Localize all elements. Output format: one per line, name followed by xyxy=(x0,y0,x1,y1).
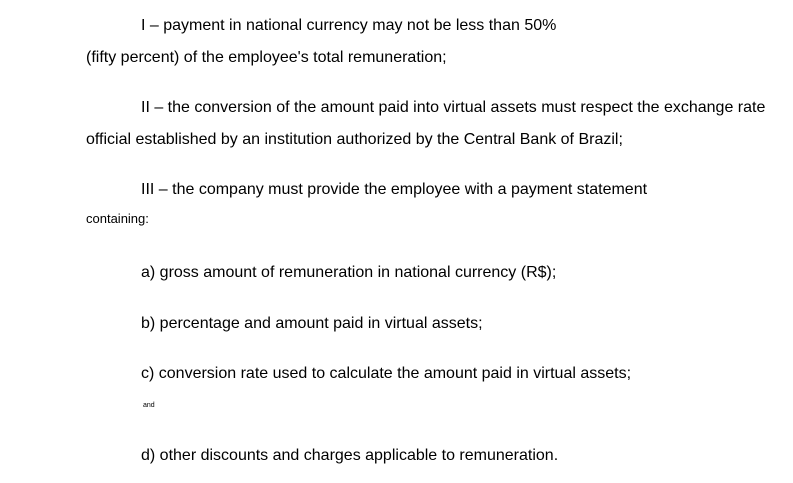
sub-item-b: b) percentage and amount paid in virtual assets; xyxy=(141,315,483,332)
item-2-line-2: official established by an institution authorized by the Central Bank of Brazil; xyxy=(86,131,623,148)
conjunction-and: and xyxy=(143,402,155,409)
item-3-line-2: containing: xyxy=(86,211,149,226)
item-1-line-1: I – payment in national currency may not be less than 50% xyxy=(141,17,557,34)
item-2-line-1: II – the conversion of the amount paid into virtual assets must respect the exchange rate xyxy=(141,99,766,116)
item-3-line-1: III – the company must provide the employee with a payment statement xyxy=(141,181,648,198)
sub-item-a: a) gross amount of remuneration in national currency (R$); xyxy=(141,264,557,281)
sub-item-c: c) conversion rate used to calculate the amount paid in virtual assets; xyxy=(141,365,632,382)
item-1-line-2: (fifty percent) of the employee's total remuneration; xyxy=(86,49,447,66)
sub-item-d: d) other discounts and charges applicable to remuneration. xyxy=(141,447,559,464)
